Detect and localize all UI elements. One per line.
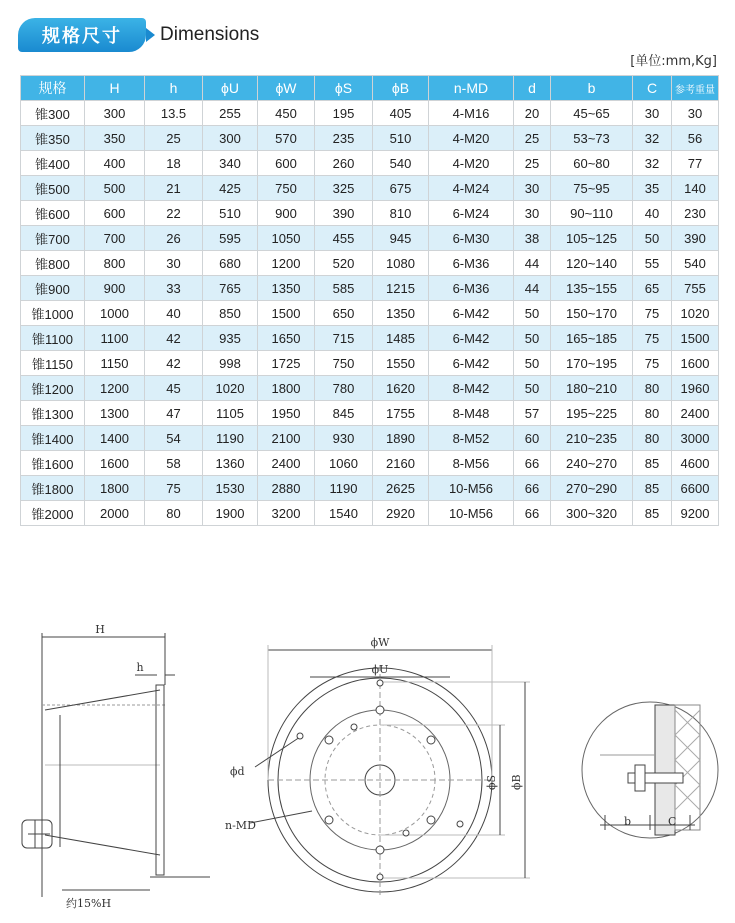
table-cell: 2100	[258, 426, 315, 451]
table-cell: 500	[85, 176, 145, 201]
table-cell: 2880	[258, 476, 315, 501]
table-cell: 10-M56	[429, 476, 514, 501]
table-cell: 2400	[258, 451, 315, 476]
table-cell: 30	[514, 176, 551, 201]
column-header: ϕW	[258, 76, 315, 101]
table-cell: 锥1000	[21, 301, 85, 326]
table-cell: 195~225	[551, 401, 633, 426]
column-header: ϕU	[203, 76, 258, 101]
table-cell: 1550	[373, 351, 429, 376]
table-cell: 850	[203, 301, 258, 326]
table-cell: 340	[203, 151, 258, 176]
badge-notch	[146, 28, 155, 42]
table-cell: 75	[633, 301, 672, 326]
table-cell: 50	[514, 326, 551, 351]
table-cell: 85	[633, 476, 672, 501]
table-cell: 1020	[203, 376, 258, 401]
table-cell: 9200	[672, 501, 719, 526]
table-cell: 10-M56	[429, 501, 514, 526]
table-cell: 1360	[203, 451, 258, 476]
table-cell: 锥600	[21, 201, 85, 226]
front-d-label: ϕd	[230, 765, 245, 778]
table-cell: 锥1150	[21, 351, 85, 376]
section-header	[18, 14, 718, 54]
side-view-drawing	[22, 633, 210, 897]
table-cell: 945	[373, 226, 429, 251]
column-header: n-MD	[429, 76, 514, 101]
table-header-row	[21, 76, 719, 101]
table-row	[21, 401, 719, 426]
table-cell: 1050	[258, 226, 315, 251]
table-cell: 锥2000	[21, 501, 85, 526]
table-cell: 42	[145, 351, 203, 376]
table-cell: 1960	[672, 376, 719, 401]
table-cell: 90~110	[551, 201, 633, 226]
table-cell: 150~170	[551, 301, 633, 326]
table-cell: 240~270	[551, 451, 633, 476]
table-cell: 50	[514, 351, 551, 376]
column-header: C	[633, 76, 672, 101]
table-cell: 85	[633, 501, 672, 526]
table-cell: 998	[203, 351, 258, 376]
table-cell: 8-M52	[429, 426, 514, 451]
table-cell: 8-M42	[429, 376, 514, 401]
table-cell: 30	[633, 101, 672, 126]
table-cell: 755	[672, 276, 719, 301]
table-cell: 44	[514, 276, 551, 301]
table-cell: 77	[672, 151, 719, 176]
column-header: ϕS	[315, 76, 373, 101]
table-cell: 2920	[373, 501, 429, 526]
table-cell: 900	[258, 201, 315, 226]
column-header: ϕB	[373, 76, 429, 101]
table-cell: 6-M30	[429, 226, 514, 251]
table-row	[21, 351, 719, 376]
table-cell: 1080	[373, 251, 429, 276]
table-cell: 680	[203, 251, 258, 276]
table-cell: 405	[373, 101, 429, 126]
table-cell: 520	[315, 251, 373, 276]
table-cell: 56	[672, 126, 719, 151]
table-cell: 255	[203, 101, 258, 126]
table-cell: 700	[85, 226, 145, 251]
table-cell: 80	[633, 426, 672, 451]
table-cell: 1350	[373, 301, 429, 326]
table-row	[21, 251, 719, 276]
table-cell: 32	[633, 151, 672, 176]
table-cell: 锥500	[21, 176, 85, 201]
table-cell: 165~185	[551, 326, 633, 351]
table-cell: 1485	[373, 326, 429, 351]
table-cell: 570	[258, 126, 315, 151]
table-cell: 1800	[85, 476, 145, 501]
table-cell: 8-M56	[429, 451, 514, 476]
table-cell: 585	[315, 276, 373, 301]
table-cell: 140	[672, 176, 719, 201]
table-cell: 425	[203, 176, 258, 201]
technical-drawings	[0, 615, 735, 915]
table-cell: 25	[514, 126, 551, 151]
column-header: H	[85, 76, 145, 101]
table-cell: 930	[315, 426, 373, 451]
table-row	[21, 451, 719, 476]
table-cell: 400	[85, 151, 145, 176]
table-cell: 1300	[85, 401, 145, 426]
table-cell: 390	[672, 226, 719, 251]
table-cell: 75	[145, 476, 203, 501]
table-cell: 30	[145, 251, 203, 276]
table-cell: 1500	[258, 301, 315, 326]
table-cell: 510	[203, 201, 258, 226]
table-cell: 1800	[258, 376, 315, 401]
table-cell: 8-M48	[429, 401, 514, 426]
table-cell: 1400	[85, 426, 145, 451]
table-row	[21, 501, 719, 526]
table-row	[21, 101, 719, 126]
table-cell: 1150	[85, 351, 145, 376]
table-cell: 锥800	[21, 251, 85, 276]
table-cell: 1530	[203, 476, 258, 501]
table-cell: 600	[85, 201, 145, 226]
table-cell: 35	[633, 176, 672, 201]
table-cell: 1600	[672, 351, 719, 376]
table-cell: 455	[315, 226, 373, 251]
column-header: 参考重量	[672, 76, 719, 101]
table-cell: 135~155	[551, 276, 633, 301]
table-cell: 30	[672, 101, 719, 126]
table-cell: 22	[145, 201, 203, 226]
table-cell: 765	[203, 276, 258, 301]
table-cell: 锥1400	[21, 426, 85, 451]
table-cell: 44	[514, 251, 551, 276]
table-cell: 65	[633, 276, 672, 301]
table-cell: 20	[514, 101, 551, 126]
column-header: h	[145, 76, 203, 101]
column-header: 规格	[21, 76, 85, 101]
table-row	[21, 326, 719, 351]
table-cell: 1950	[258, 401, 315, 426]
table-cell: 510	[373, 126, 429, 151]
table-row	[21, 176, 719, 201]
table-cell: 1600	[85, 451, 145, 476]
section-badge: 规格尺寸	[18, 18, 146, 52]
table-cell: 45	[145, 376, 203, 401]
table-cell: 170~195	[551, 351, 633, 376]
table-cell: 810	[373, 201, 429, 226]
table-cell: 750	[258, 176, 315, 201]
table-cell: 1900	[203, 501, 258, 526]
table-cell: 1500	[672, 326, 719, 351]
table-body	[21, 101, 719, 526]
table-cell: 锥700	[21, 226, 85, 251]
table-cell: 58	[145, 451, 203, 476]
table-cell: 66	[514, 476, 551, 501]
table-cell: 6-M24	[429, 201, 514, 226]
table-cell: 600	[258, 151, 315, 176]
front-U-label: ϕU	[371, 663, 389, 676]
table-cell: 32	[633, 126, 672, 151]
front-B-label: ϕB	[510, 774, 523, 790]
table-cell: 1190	[203, 426, 258, 451]
table-row	[21, 301, 719, 326]
table-cell: 1000	[85, 301, 145, 326]
table-cell: 锥400	[21, 151, 85, 176]
table-cell: 66	[514, 451, 551, 476]
table-cell: 800	[85, 251, 145, 276]
table-cell: 780	[315, 376, 373, 401]
dimensions-table	[20, 75, 719, 526]
side-H-label: H	[95, 623, 105, 636]
table-cell: 18	[145, 151, 203, 176]
table-cell: 260	[315, 151, 373, 176]
table-cell: 210~235	[551, 426, 633, 451]
table-cell: 1060	[315, 451, 373, 476]
table-cell: 55	[633, 251, 672, 276]
table-cell: 锥1300	[21, 401, 85, 426]
table-cell: 85	[633, 451, 672, 476]
table-cell: 锥1100	[21, 326, 85, 351]
table-cell: 1620	[373, 376, 429, 401]
table-cell: 锥900	[21, 276, 85, 301]
table-cell: 195	[315, 101, 373, 126]
table-cell: 50	[514, 376, 551, 401]
table-row	[21, 276, 719, 301]
table-cell: 40	[145, 301, 203, 326]
detail-C-label: C	[668, 815, 677, 828]
table-cell: 3200	[258, 501, 315, 526]
side-h-label: h	[136, 661, 144, 674]
table-cell: 40	[633, 201, 672, 226]
table-cell: 6600	[672, 476, 719, 501]
units-note: [单位:mm,Kg]	[630, 54, 717, 69]
table-cell: 1725	[258, 351, 315, 376]
table-row	[21, 426, 719, 451]
column-header: d	[514, 76, 551, 101]
table-cell: 270~290	[551, 476, 633, 501]
table-cell: 50	[514, 301, 551, 326]
table-cell: 1650	[258, 326, 315, 351]
table-cell: 120~140	[551, 251, 633, 276]
table-cell: 650	[315, 301, 373, 326]
table-cell: 80	[633, 376, 672, 401]
table-cell: 25	[145, 126, 203, 151]
table-cell: 13.5	[145, 101, 203, 126]
table-cell: 1105	[203, 401, 258, 426]
table-cell: 235	[315, 126, 373, 151]
table-cell: 6-M36	[429, 251, 514, 276]
table-cell: 42	[145, 326, 203, 351]
table-cell: 300	[203, 126, 258, 151]
table-cell: 4-M24	[429, 176, 514, 201]
table-cell: 53~73	[551, 126, 633, 151]
table-cell: 66	[514, 501, 551, 526]
table-cell: 1100	[85, 326, 145, 351]
table-cell: 6-M42	[429, 326, 514, 351]
side-note-label: 约15%H	[66, 897, 112, 910]
drawings-svg	[0, 615, 735, 915]
table-cell: 25	[514, 151, 551, 176]
table-cell: 540	[373, 151, 429, 176]
table-cell: 845	[315, 401, 373, 426]
table-cell: 锥350	[21, 126, 85, 151]
table-cell: 21	[145, 176, 203, 201]
table-cell: 45~65	[551, 101, 633, 126]
table-cell: 1540	[315, 501, 373, 526]
table-cell: 50	[633, 226, 672, 251]
table-cell: 1020	[672, 301, 719, 326]
section-title: Dimensions	[160, 24, 260, 45]
table-cell: 675	[373, 176, 429, 201]
table-cell: 715	[315, 326, 373, 351]
table-cell: 1755	[373, 401, 429, 426]
table-cell: 6-M36	[429, 276, 514, 301]
table-row	[21, 226, 719, 251]
table-cell: 75~95	[551, 176, 633, 201]
table-cell: 75	[633, 351, 672, 376]
table-cell: 450	[258, 101, 315, 126]
detail-b-label: b	[624, 815, 632, 828]
table-row	[21, 376, 719, 401]
table-cell: 935	[203, 326, 258, 351]
table-cell: 60~80	[551, 151, 633, 176]
front-view-drawing	[250, 645, 530, 895]
table-cell: 6-M42	[429, 301, 514, 326]
table-cell: 锥300	[21, 101, 85, 126]
table-cell: 325	[315, 176, 373, 201]
table-cell: 900	[85, 276, 145, 301]
table-cell: 1215	[373, 276, 429, 301]
table-cell: 750	[315, 351, 373, 376]
table-cell: 105~125	[551, 226, 633, 251]
table-cell: 3000	[672, 426, 719, 451]
table-cell: 390	[315, 201, 373, 226]
table-cell: 4-M16	[429, 101, 514, 126]
table-cell: 2000	[85, 501, 145, 526]
table-cell: 4-M20	[429, 151, 514, 176]
table-cell: 2625	[373, 476, 429, 501]
table-cell: 1890	[373, 426, 429, 451]
table-row	[21, 476, 719, 501]
table-cell: 1350	[258, 276, 315, 301]
table-cell: 47	[145, 401, 203, 426]
front-nmd-label: n-MD	[225, 819, 256, 832]
table-cell: 2400	[672, 401, 719, 426]
table-cell: 2160	[373, 451, 429, 476]
table-cell: 350	[85, 126, 145, 151]
front-S-label: ϕS	[485, 774, 498, 790]
table-cell: 540	[672, 251, 719, 276]
table-cell: 33	[145, 276, 203, 301]
table-cell: 1200	[85, 376, 145, 401]
table-cell: 1200	[258, 251, 315, 276]
table-cell: 60	[514, 426, 551, 451]
table-cell: 54	[145, 426, 203, 451]
table-cell: 75	[633, 326, 672, 351]
table-cell: 300	[85, 101, 145, 126]
table-cell: 6-M42	[429, 351, 514, 376]
table-cell: 57	[514, 401, 551, 426]
table-row	[21, 151, 719, 176]
table-row	[21, 201, 719, 226]
table-cell: 26	[145, 226, 203, 251]
front-W-label: ϕW	[370, 636, 390, 649]
table-cell: 230	[672, 201, 719, 226]
table-cell: 80	[633, 401, 672, 426]
table-cell: 300~320	[551, 501, 633, 526]
table-cell: 4-M20	[429, 126, 514, 151]
table-cell: 锥1600	[21, 451, 85, 476]
table-cell: 锥1200	[21, 376, 85, 401]
column-header: b	[551, 76, 633, 101]
table-cell: 38	[514, 226, 551, 251]
table-cell: 80	[145, 501, 203, 526]
table-cell: 1190	[315, 476, 373, 501]
table-row	[21, 126, 719, 151]
detail-view-drawing	[582, 702, 718, 838]
table-cell: 4600	[672, 451, 719, 476]
table-cell: 30	[514, 201, 551, 226]
table-cell: 180~210	[551, 376, 633, 401]
table-cell: 595	[203, 226, 258, 251]
table-cell: 锥1800	[21, 476, 85, 501]
